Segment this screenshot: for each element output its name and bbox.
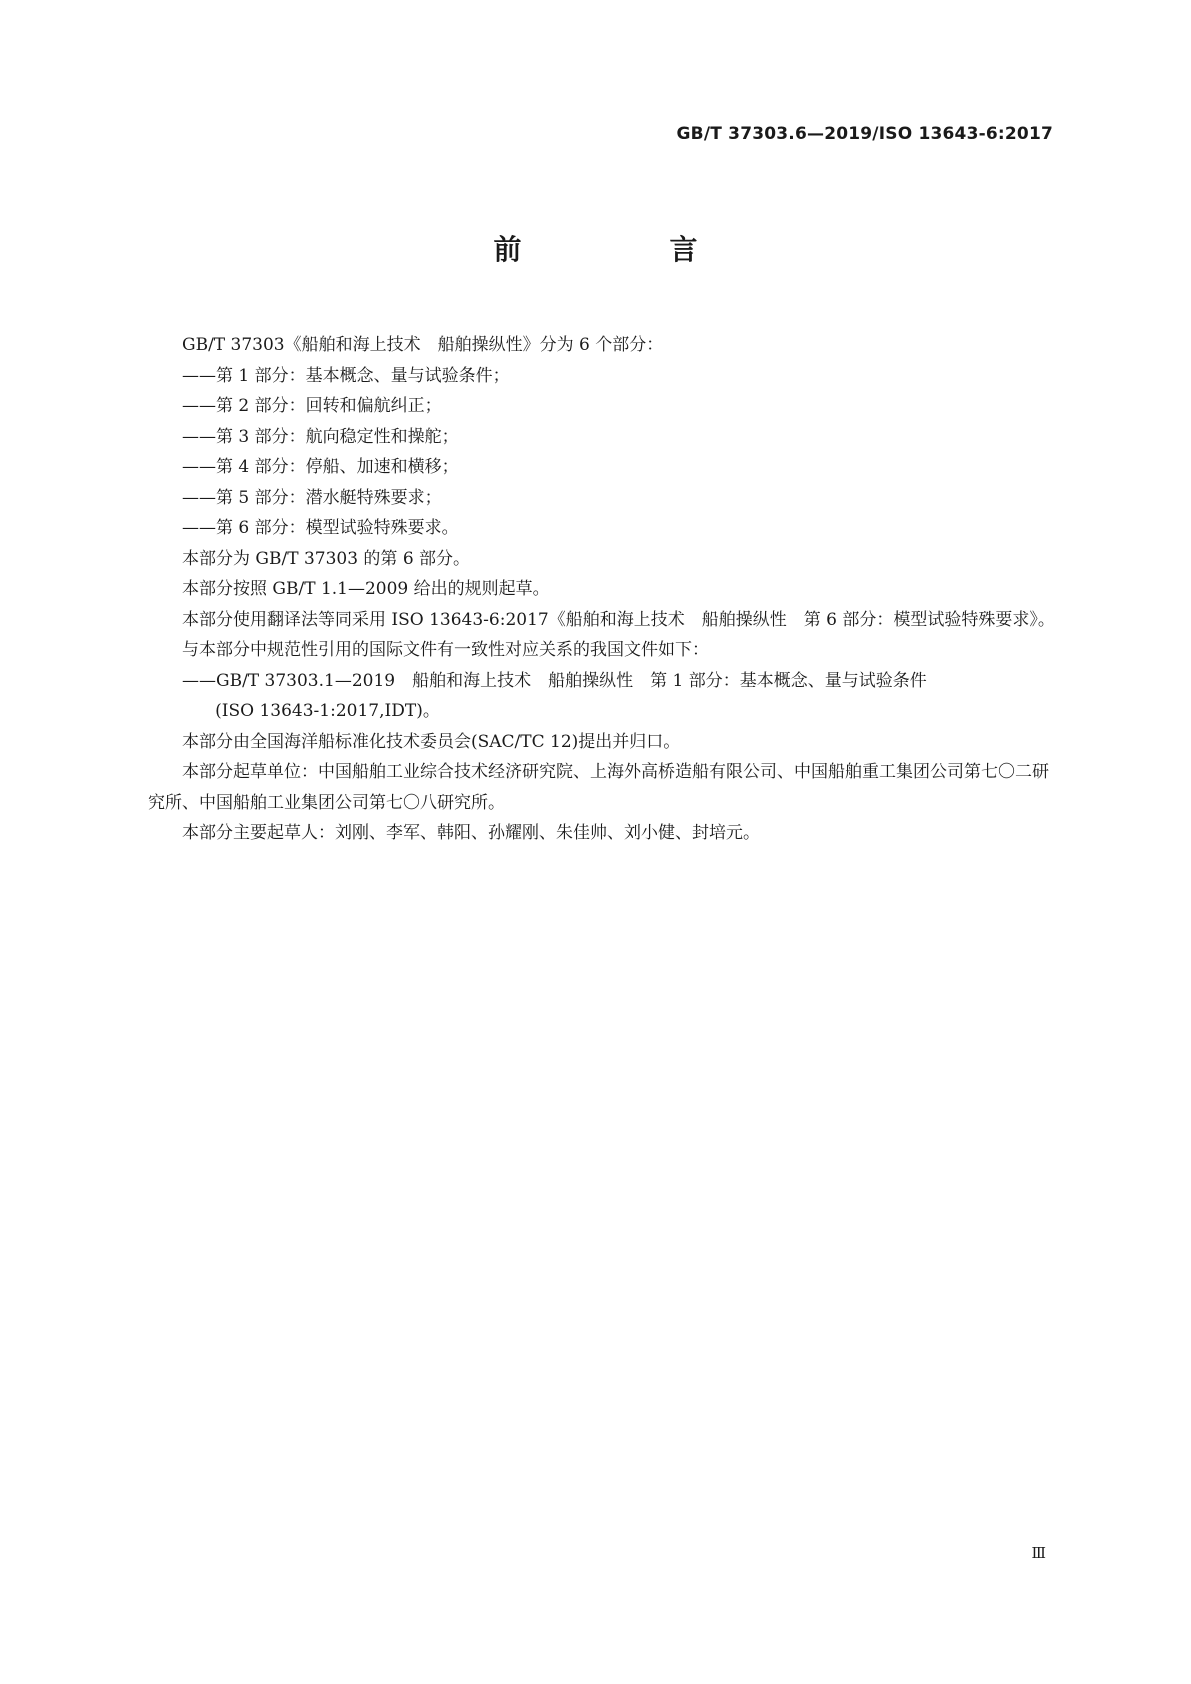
this-part-paragraph: 本部分为 GB/T 37303 的第 6 部分。 — [182, 548, 471, 569]
foreword-body — [148, 330, 1058, 849]
drafting-rules-paragraph: 本部分按照 GB/T 1.1—2009 给出的规则起草。 — [182, 579, 550, 599]
drafting-units-paragraph: 本部分起草单位：中国船舶工业综合技术经济研究院、上海外高桥造船有限公司、中国船舶重工集团公司第七〇二研究所、中国船舶工业集团公司第七〇八研究所。 — [148, 762, 1049, 813]
correspondence-item-line1: ——GB/T 37303.1—2019 船舶和海上技术 船舶操纵性 第 1 部分：基本概念、量与试验条件 — [182, 670, 927, 691]
intro-paragraph: GB/T 37303《船舶和海上技术 船舶操纵性》分为 6 个部分： — [182, 335, 664, 355]
page-number: Ⅲ — [1031, 1544, 1045, 1562]
translation-paragraph: 本部分使用翻译法等同采用 ISO 13643-6:2017《船舶和海上技术 船舶操纵性 第 6 部分：模型试验特殊要求》。 — [182, 609, 1055, 630]
page-title: 前 言 — [493, 233, 758, 266]
proposer-paragraph: 本部分由全国海洋船标准化技术委员会(SAC/TC 12)提出并归口。 — [182, 731, 681, 752]
part-list-item-1: ——第 1 部分：基本概念、量与试验条件； — [182, 365, 510, 386]
part-list-item-6: ——第 6 部分：模型试验特殊要求。 — [182, 518, 459, 538]
part-list-item-4: ——第 4 部分：停船、加速和横移； — [182, 457, 459, 477]
correspondence-intro-paragraph: 与本部分中规范性引用的国际文件有一致性对应关系的我国文件如下： — [182, 640, 709, 660]
part-list-item-2: ——第 2 部分：回转和偏航纠正； — [182, 396, 442, 416]
part-list-item-5: ——第 5 部分：潜水艇特殊要求； — [182, 487, 442, 508]
standard-code-header: GB/T 37303.6—2019/ISO 13643-6:2017 — [676, 124, 1053, 144]
correspondence-item-line2: (ISO 13643-1:2017,IDT)。 — [215, 701, 440, 721]
correspondence-item — [148, 666, 1058, 727]
part-list-item-3: ——第 3 部分：航向稳定性和操舵； — [182, 426, 459, 447]
drafters-paragraph: 本部分主要起草人：刘刚、李军、韩阳、孙耀刚、朱佳帅、刘小健、封培元。 — [182, 823, 760, 843]
